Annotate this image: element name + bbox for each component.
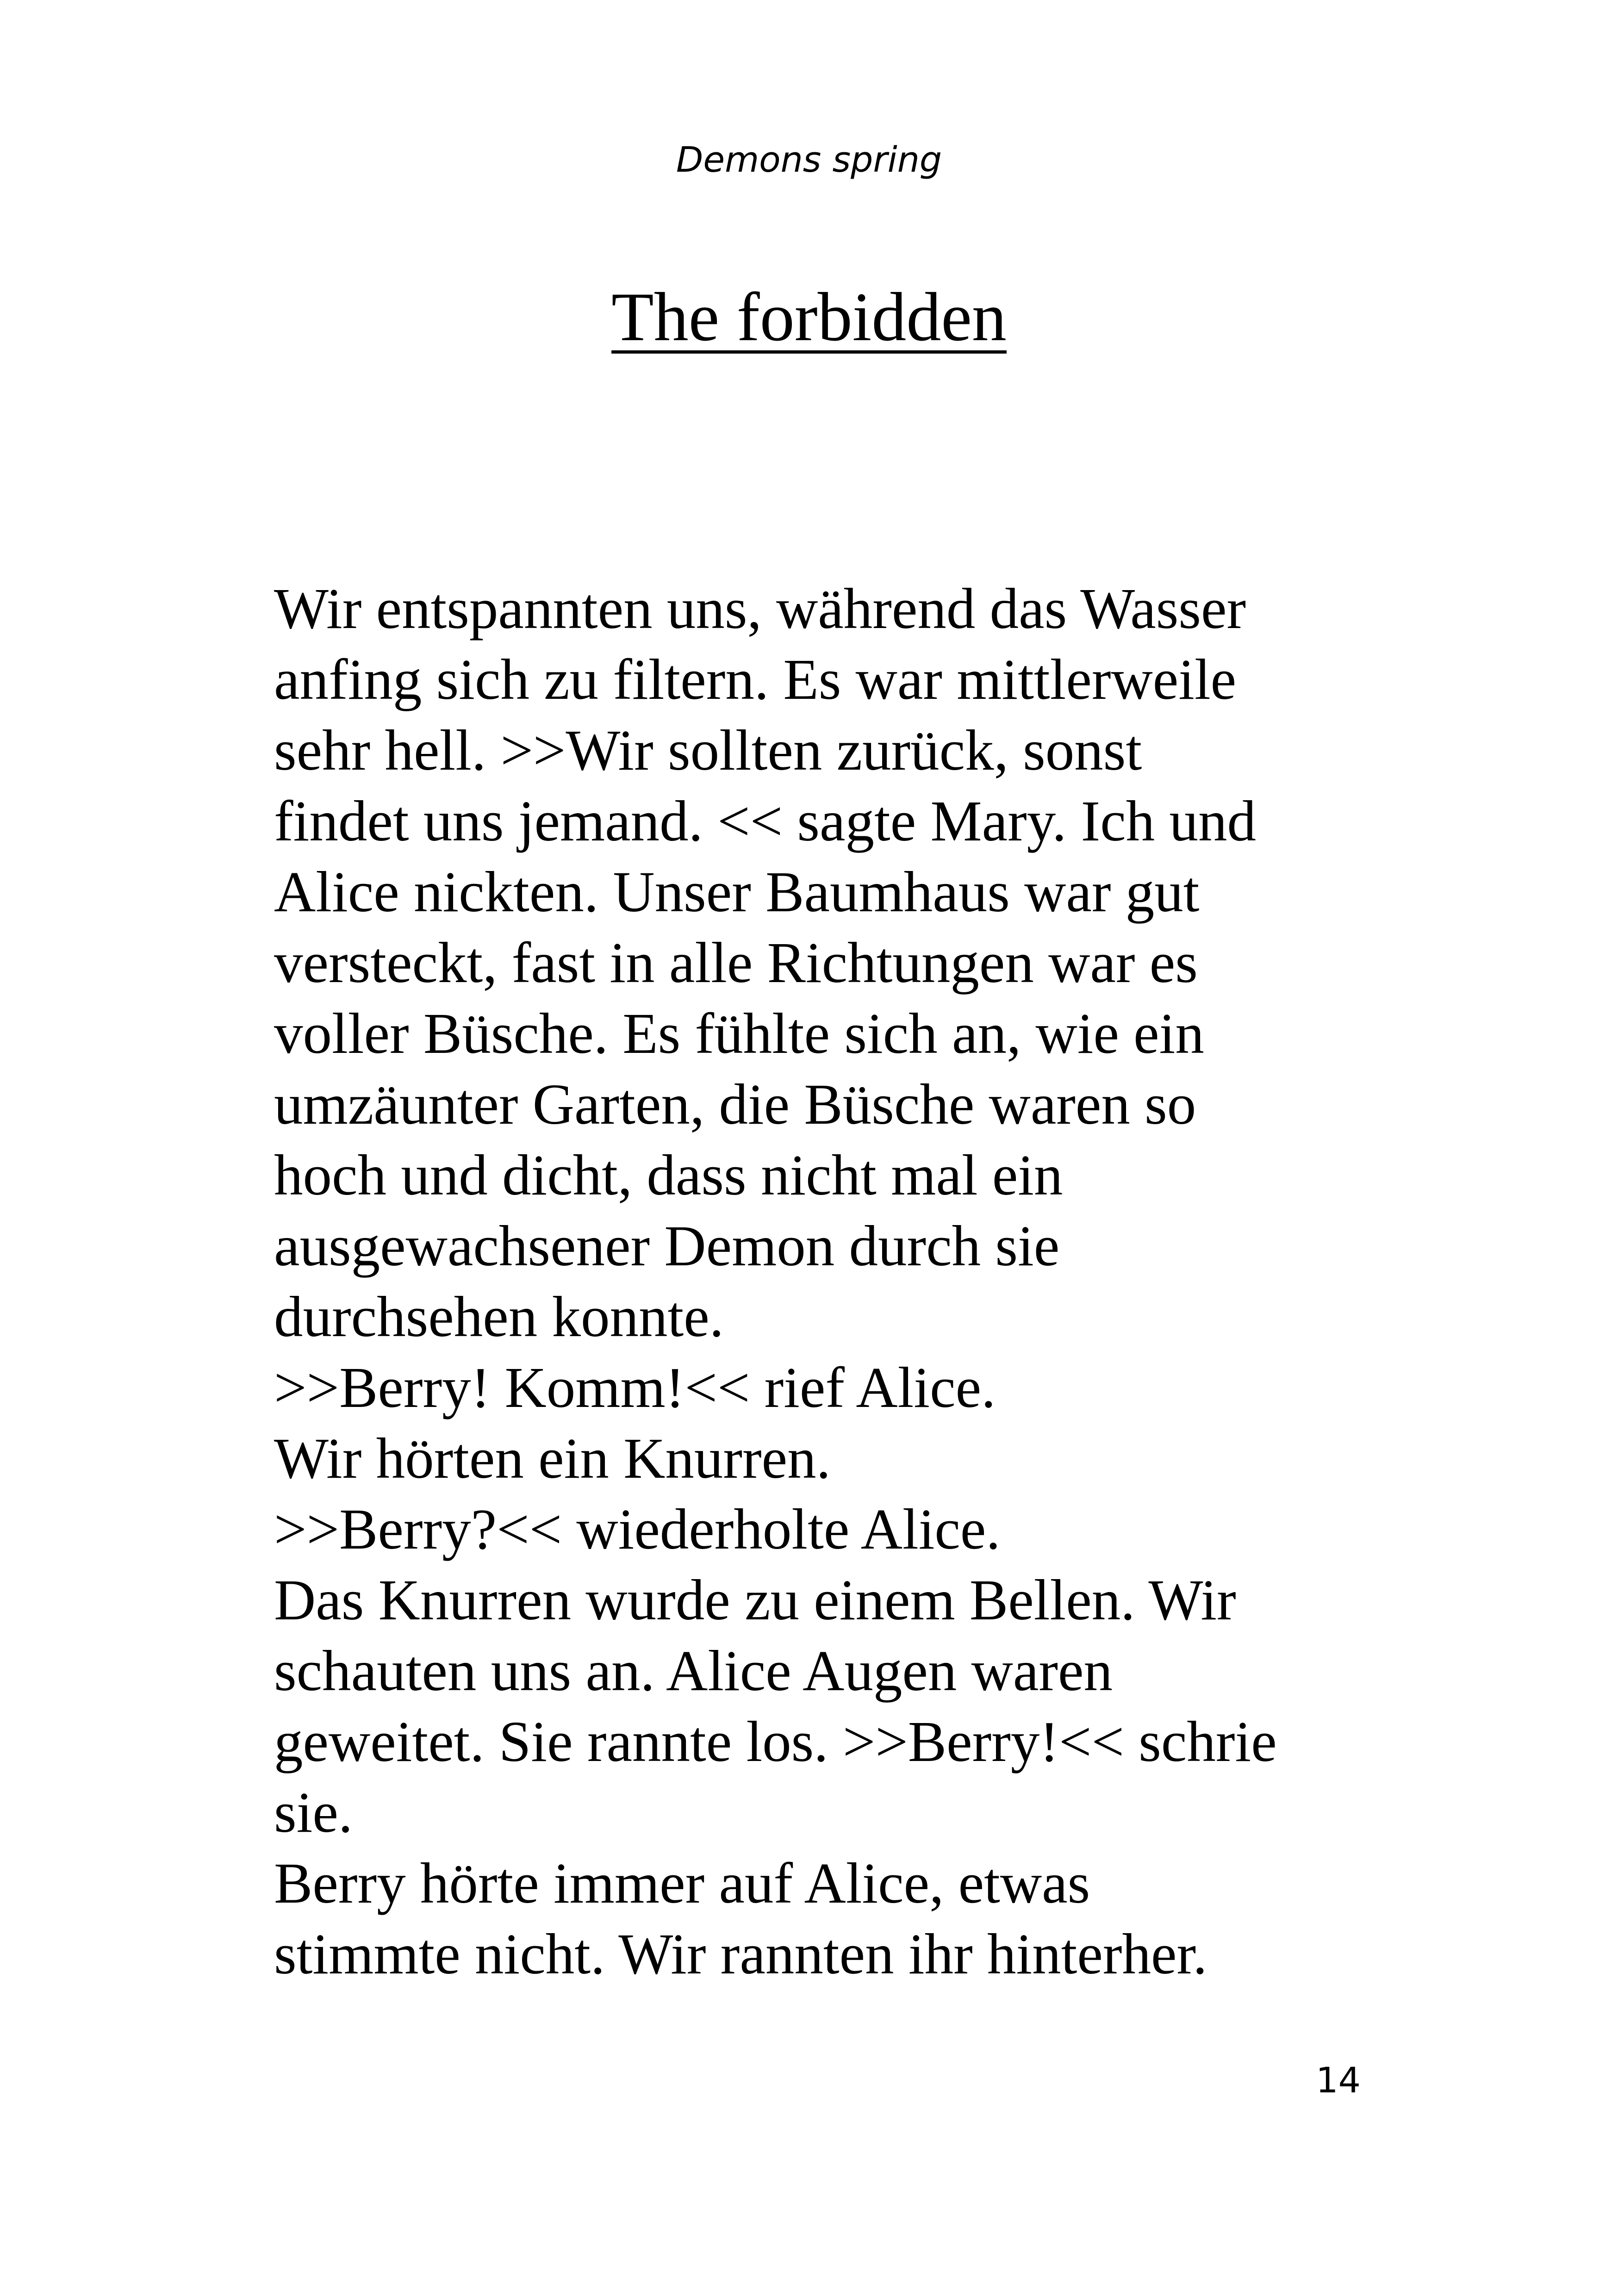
body-line: Alice nickten. Unser Baumhaus war gut xyxy=(274,860,1200,924)
body-line: umzäunter Garten, die Büsche waren so xyxy=(274,1073,1196,1137)
body-line: hoch und dicht, dass nicht mal ein xyxy=(274,1144,1063,1207)
body-line: ausgewachsener Demon durch sie xyxy=(274,1214,1060,1278)
body-line: >>Berry?<< wiederholte Alice. xyxy=(274,1498,1001,1562)
chapter-title-text: The forbidden xyxy=(611,279,1007,355)
body-line: schauten uns an. Alice Augen waren xyxy=(274,1639,1113,1703)
body-line: Wir hörten ein Knurren. xyxy=(274,1427,831,1491)
body-line: sehr hell. >>Wir sollten zurück, sonst xyxy=(274,719,1142,783)
running-header: Demons spring xyxy=(676,139,942,180)
body-line: geweitet. Sie rannte los. >>Berry!<< schrie xyxy=(274,1710,1277,1774)
body-line: durchsehen konnte. xyxy=(274,1285,724,1349)
body-line: voller Büsche. Es fühlte sich an, wie ein xyxy=(274,1002,1204,1066)
body-line: versteckt, fast in alle Richtungen war es xyxy=(274,931,1198,995)
body-line: stimmte nicht. Wir rannten ihr hinterher. xyxy=(274,1923,1207,1986)
body-text xyxy=(274,574,1385,1990)
body-line: anfing sich zu filtern. Es war mittlerweile xyxy=(274,648,1237,712)
body-line: sie. xyxy=(274,1781,353,1845)
body-line: Das Knurren wurde zu einem Bellen. Wir xyxy=(274,1568,1236,1632)
page-number: 14 xyxy=(1316,2060,1361,2101)
body-line: findet uns jemand. << sagte Mary. Ich und xyxy=(274,790,1256,853)
chapter-title xyxy=(0,273,1618,361)
body-line: >>Berry! Komm!<< rief Alice. xyxy=(274,1356,996,1420)
body-line: Berry hörte immer auf Alice, etwas xyxy=(274,1852,1090,1916)
body-line: Wir entspannten uns, während das Wasser xyxy=(274,577,1246,641)
